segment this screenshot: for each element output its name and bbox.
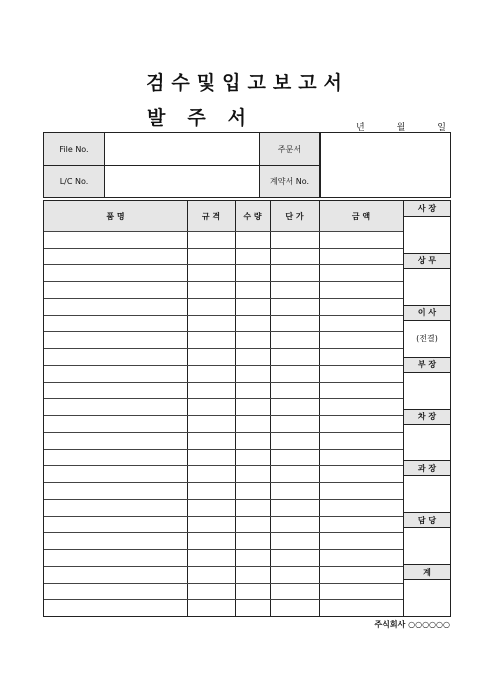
table-row[interactable]	[44, 482, 403, 483]
order-label: 주문서	[260, 133, 320, 166]
approval-label: 상 무	[404, 253, 450, 269]
table-row[interactable]	[44, 499, 403, 500]
table-row[interactable]	[44, 432, 403, 433]
table-row[interactable]	[44, 549, 403, 550]
date-month-label: 월	[396, 123, 406, 133]
file-no-label: File No.	[44, 133, 105, 166]
date-year-label: 년	[356, 123, 365, 133]
lc-no-label: L/C No.	[44, 166, 105, 197]
approval-label: 사 장	[404, 201, 450, 217]
table-row[interactable]	[44, 415, 403, 416]
table-row[interactable]	[44, 248, 403, 249]
table-row[interactable]	[44, 532, 403, 533]
table-row[interactable]	[44, 465, 403, 466]
col-header-amount: 금 액	[351, 211, 371, 221]
approval-label: 이 사	[404, 305, 450, 321]
table-row[interactable]	[44, 315, 403, 316]
table-row[interactable]	[44, 348, 403, 349]
table-row[interactable]	[44, 298, 403, 299]
approval-signature-box[interactable]	[404, 476, 450, 512]
approval-label: 계	[404, 564, 450, 580]
header-table	[43, 132, 451, 198]
table-row[interactable]	[44, 264, 403, 265]
approval-signature-box[interactable]	[404, 425, 450, 461]
document-title: 검수및입고보고서	[146, 72, 349, 94]
approval-signature-box[interactable]	[404, 528, 450, 564]
table-row[interactable]	[44, 365, 403, 366]
lc-no-field[interactable]	[105, 166, 260, 197]
approval-label: 과 장	[404, 460, 450, 476]
table-row[interactable]	[44, 449, 403, 450]
items-table	[43, 200, 451, 617]
table-row[interactable]	[44, 516, 403, 517]
approval-signature-box[interactable]	[404, 217, 450, 253]
col-header-spec: 규 격	[201, 211, 221, 221]
file-no-field[interactable]	[105, 133, 260, 166]
approval-label: 담 당	[404, 512, 450, 528]
company-name: 주식회사 ○○○○○○	[374, 620, 450, 629]
table-row[interactable]	[44, 281, 403, 282]
order-field[interactable]	[320, 133, 450, 197]
table-row[interactable]	[44, 231, 403, 232]
date-day-label: 일	[437, 123, 446, 133]
approval-signature-box[interactable]	[404, 269, 450, 305]
table-row[interactable]	[44, 398, 403, 399]
approval-label: 부 장	[404, 357, 450, 373]
table-row[interactable]	[44, 331, 403, 332]
table-row[interactable]	[44, 566, 403, 567]
approval-signature-box[interactable]: (전결)	[416, 334, 438, 344]
approval-label: 차 장	[404, 409, 450, 425]
document-subtitle: 발주서	[146, 107, 269, 129]
table-row[interactable]	[44, 599, 403, 600]
col-header-quantity: 수 량	[243, 211, 262, 221]
contract-no-label: 계약서 No.	[260, 166, 320, 197]
col-header-item-name: 품 명	[106, 211, 125, 221]
table-row[interactable]	[44, 583, 403, 584]
approval-signature-box[interactable]	[404, 373, 450, 409]
approval-signature-box[interactable]	[404, 580, 450, 616]
col-header-unit-price: 단 가	[285, 211, 304, 221]
table-row[interactable]	[44, 382, 403, 383]
